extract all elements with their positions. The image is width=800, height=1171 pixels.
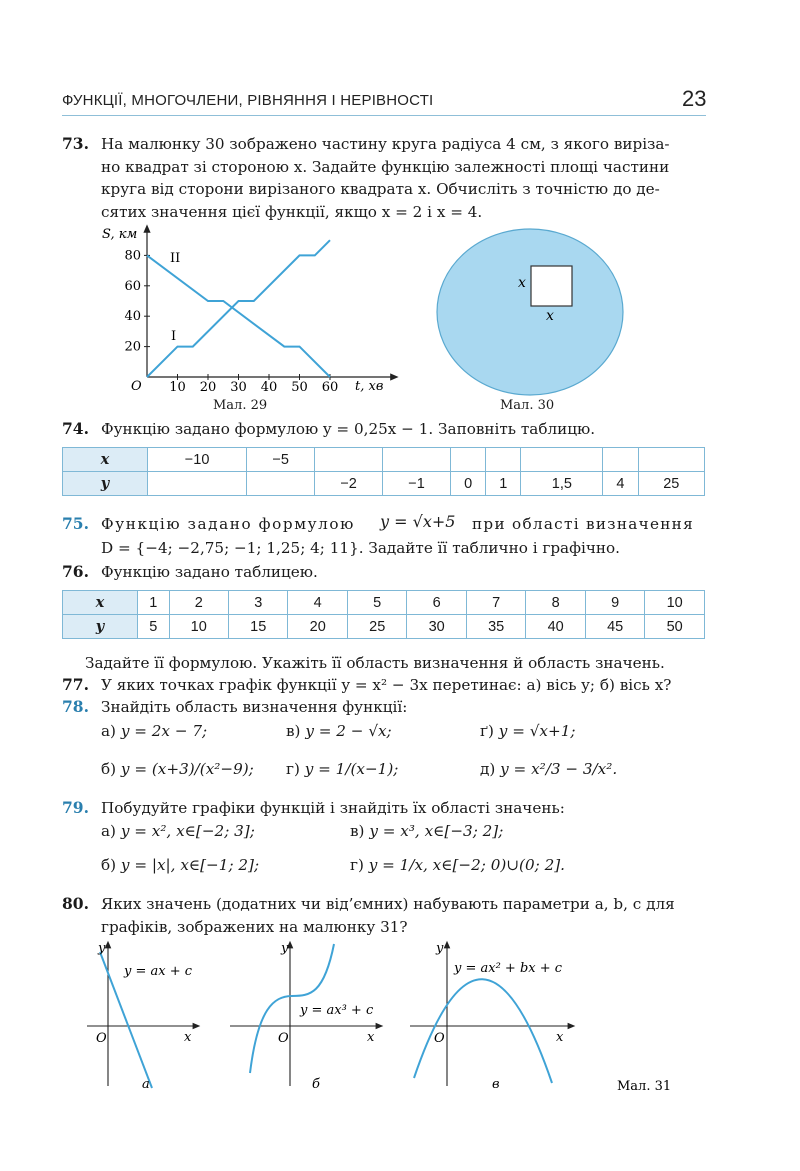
x-tick-label: 30: [230, 380, 247, 395]
row-label-y: y: [63, 615, 138, 639]
table-cell: 10: [169, 615, 228, 639]
table-cell: 4: [603, 472, 638, 496]
running-header: ФУНКЦІЇ, МНОГОЧЛЕНИ, РІВНЯННЯ І НЕРІВНОСТІ: [62, 92, 434, 109]
table-cell: 1: [138, 591, 170, 615]
axis-x-label: x: [367, 1030, 375, 1045]
table-cell: 8: [526, 591, 585, 615]
exercise-73-text: [101, 133, 707, 223]
table-row-y: [63, 472, 705, 496]
y-tick-label: 60: [124, 278, 141, 294]
table-cell: 45: [585, 615, 644, 639]
item-formula: y = x², x∈[−2; 3];: [120, 822, 255, 840]
square-side-label-bottom: x: [546, 308, 554, 324]
exercise-79-number: 79.: [62, 798, 89, 817]
graph-b-label: б: [312, 1077, 320, 1092]
axis-x-label: x: [184, 1030, 192, 1045]
exercise-80-line: Яких значень (додатних чи від’ємних) набувають параметри a, b, c для: [101, 895, 675, 913]
exercise-79-text: Побудуйте графіки функцій і знайдіть їх області значень:: [101, 799, 565, 817]
graph-c-label: в: [492, 1077, 500, 1092]
exercise-78-item-b: [101, 760, 254, 778]
table-cell: [247, 472, 315, 496]
row-label-x: x: [63, 448, 148, 472]
exercise-75-line1-end: при області визначення: [472, 515, 694, 533]
row-label-x: x: [63, 591, 138, 615]
exercise-75-line1-start: Функцію задано формулою: [101, 515, 355, 533]
table-cell: 20: [288, 615, 347, 639]
exercise-79-item-a: [101, 822, 255, 840]
item-label: г): [350, 856, 364, 874]
exercise-78-number: 78.: [62, 697, 89, 716]
table-cell: −1: [383, 472, 451, 496]
item-formula: y = 1/(x−1);: [304, 760, 399, 778]
header-rule: [62, 115, 706, 116]
item-formula: y = |x|, x∈[−1; 2];: [120, 856, 260, 874]
exercise-78-item-g: [286, 760, 398, 778]
table-cell: 25: [638, 472, 704, 496]
x-tick-label: 60: [321, 380, 339, 395]
exercise-74-text: Функцію задано формулою y = 0,25x − 1. Заповніть таблицю.: [101, 420, 596, 438]
axis-y-label: y: [281, 941, 289, 956]
table-cell: 9: [585, 591, 644, 615]
exercise-73-line: На малюнку 30 зображено частину круга радіуса 4 см, з якого виріза-: [101, 135, 670, 153]
origin-label: O: [131, 379, 142, 394]
exercise-78-item-g-hard: [480, 722, 576, 740]
figure-30-caption: Мал. 30: [500, 398, 555, 413]
figure-29-chart: [95, 222, 405, 397]
row-label-y: y: [63, 472, 148, 496]
circle-shape: [437, 229, 623, 395]
table-cell: 10: [645, 591, 705, 615]
table-cell: [148, 472, 247, 496]
table-cell: −5: [247, 448, 315, 472]
origin-label: O: [434, 1031, 445, 1046]
exercise-74-table: [62, 447, 705, 496]
item-label: а): [101, 822, 116, 840]
table-cell: [638, 448, 704, 472]
exercise-77-number: 77.: [62, 675, 89, 694]
exercise-80-number: 80.: [62, 894, 89, 913]
table-cell: 35: [466, 615, 525, 639]
item-label: д): [480, 760, 496, 778]
exercise-76-number: 76.: [62, 562, 89, 581]
origin-label: O: [278, 1031, 289, 1046]
item-formula: y = x²/3 − 3/x².: [500, 760, 618, 778]
table-cell: 0: [451, 472, 486, 496]
table-cell: [486, 448, 521, 472]
table-cell: 30: [407, 615, 466, 639]
graph-a: [87, 941, 197, 1092]
table-cell: 6: [407, 591, 466, 615]
exercise-75-number: 75.: [62, 514, 89, 533]
table-row-x: [63, 448, 705, 472]
exercise-76-text: Функцію задано таблицею.: [101, 563, 318, 581]
graph-b: [230, 941, 380, 1092]
table-cell: [315, 448, 383, 472]
exercise-74-number: 74.: [62, 419, 89, 438]
table-cell: [521, 448, 603, 472]
exercise-77-text: У яких точках графік функції y = x² − 3x перетинає: а) вісь y; б) вісь x?: [101, 676, 672, 694]
table-cell: 5: [347, 591, 406, 615]
axis-y-label: y: [98, 941, 106, 956]
figure-29-caption: Мал. 29: [213, 398, 268, 413]
table-cell: 4: [288, 591, 347, 615]
item-formula: y = (x+3)/(x²−9);: [120, 760, 254, 778]
y-tick-label: 20: [124, 339, 141, 355]
item-label: б): [101, 760, 117, 778]
exercise-73-line: сятих значення цієї функції, якщо x = 2 і x = 4.: [101, 202, 483, 221]
item-label: б): [101, 856, 117, 874]
graph-c-formula: y = ax² + bx + c: [454, 961, 563, 976]
table-cell: 2: [169, 591, 228, 615]
x-tick-label: 10: [169, 380, 186, 395]
origin-label: O: [96, 1031, 107, 1046]
x-axis-label: t, хв: [355, 379, 384, 394]
axis-y-label: y: [436, 941, 444, 956]
table-cell: [603, 448, 638, 472]
series-line-II: [147, 255, 330, 377]
exercise-73-line: круга від сторони вирізаного квадрата x. Обчисліть з точністю до де-: [101, 180, 660, 198]
table-cell: 1,5: [521, 472, 603, 496]
exercise-78-item-a: [101, 722, 207, 740]
series-label-I: I: [171, 329, 177, 344]
figure-31-caption: Мал. 31: [617, 1079, 672, 1094]
item-label: ґ): [480, 722, 494, 740]
table-cell: 40: [526, 615, 585, 639]
table-cell: 15: [228, 615, 287, 639]
x-tick-label: 50: [291, 380, 308, 395]
y-tick-label: 80: [124, 248, 141, 264]
table-cell: 7: [466, 591, 525, 615]
item-formula: y = 2 − √x;: [305, 722, 392, 740]
table-cell: [383, 448, 451, 472]
exercise-78-item-d: [480, 760, 617, 778]
table-row-y: [63, 615, 705, 639]
graph-c: [410, 941, 572, 1092]
item-label: а): [101, 722, 116, 740]
page-number: 23: [682, 86, 707, 111]
graph-a-label: а: [142, 1077, 150, 1092]
exercise-79-item-v: [350, 822, 503, 840]
graph-a-formula: y = ax + c: [124, 964, 193, 979]
exercise-76-table: [62, 590, 705, 639]
exercise-75-line2: D = {−4; −2,75; −1; 1,25; 4; 11}. Задайте її таблично і графічно.: [101, 539, 620, 557]
cut-square: [531, 266, 572, 306]
table-cell: 5: [138, 615, 170, 639]
item-label: в): [350, 822, 365, 840]
exercise-76-after: Задайте її формулою. Укажіть її область визначення й область значень.: [85, 654, 665, 672]
y-axis-label: S, км: [102, 227, 138, 242]
table-cell: 25: [347, 615, 406, 639]
exercise-73-line: но квадрат зі стороною x. Задайте функцію залежності площі частини: [101, 157, 670, 176]
item-formula: y = 2x − 7;: [120, 722, 208, 740]
table-cell: 1: [486, 472, 521, 496]
item-label: в): [286, 722, 301, 740]
table-cell: −2: [315, 472, 383, 496]
table-cell: [451, 448, 486, 472]
exercise-79-item-g: [350, 856, 565, 874]
item-formula: y = √x+1;: [498, 722, 576, 740]
figure-31-graphs: [62, 938, 702, 1098]
exercise-79-item-b: [101, 856, 259, 874]
exercise-75-formula: y = √x+5: [380, 512, 456, 531]
table-cell: −10: [148, 448, 247, 472]
x-tick-label: 20: [199, 380, 217, 395]
axis-x-label: x: [556, 1030, 564, 1045]
item-formula: y = 1/x, x∈[−2; 0)∪(0; 2].: [368, 856, 566, 874]
tick-group: [124, 248, 338, 395]
series-label-II: II: [170, 251, 181, 266]
item-label: г): [286, 760, 300, 778]
square-side-label-left: x: [518, 275, 526, 291]
table-cell: 3: [228, 591, 287, 615]
figure-30-circle: [430, 228, 640, 400]
graph-b-formula: y = ax³ + c: [300, 1003, 374, 1018]
exercise-80-text: [101, 893, 707, 938]
item-formula: y = x³, x∈[−3; 2];: [369, 822, 504, 840]
table-row-x: [63, 591, 705, 615]
table-cell: 50: [645, 615, 705, 639]
exercise-78-text: Знайдіть область визначення функції:: [101, 698, 408, 716]
x-tick-label: 40: [260, 380, 278, 395]
exercise-78-item-v: [286, 722, 392, 740]
exercise-80-line: графіків, зображених на малюнку 31?: [101, 917, 408, 936]
y-tick-label: 40: [124, 309, 141, 325]
exercise-73-number: 73.: [62, 134, 89, 153]
